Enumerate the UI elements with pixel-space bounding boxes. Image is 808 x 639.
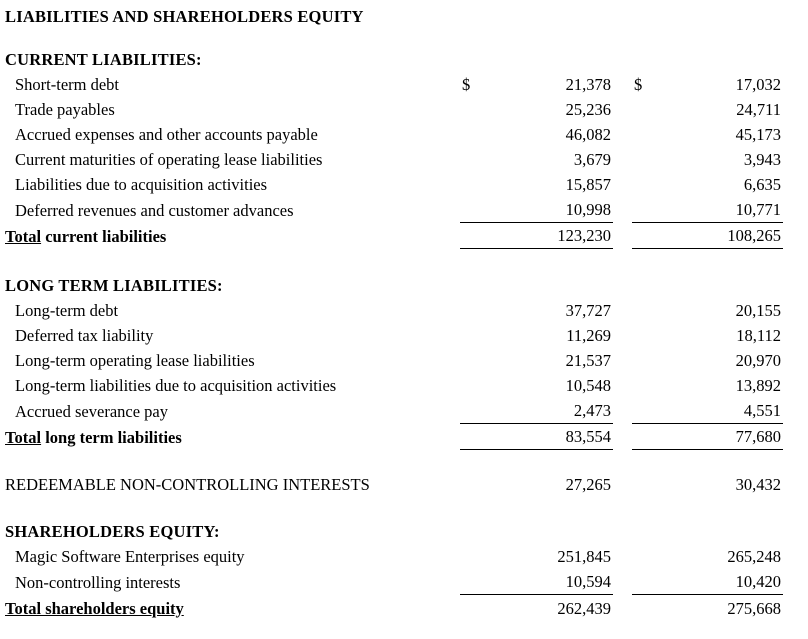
amount-col2 [632,147,783,172]
column-gap [613,424,632,450]
column-gap [613,122,632,147]
total-shareholders-equity-row [5,595,783,621]
amount-col2 [632,373,783,398]
amount-value: 10,420 [735,572,782,591]
amount-value: 3,679 [573,150,611,169]
amount-value: 15,857 [565,175,611,194]
amount-col1 [460,373,613,398]
amount-col2 [632,398,783,424]
table-row [5,97,783,122]
spacer [5,450,783,473]
amount-value: 3,943 [743,150,782,169]
amount-value: 21,537 [565,351,611,370]
table-row [5,323,783,348]
amount-value: 17,032 [735,75,782,94]
row-label: Trade payables [15,100,115,119]
amount-value: 77,680 [735,427,782,446]
amount-col2 [632,197,783,223]
row-label: Liabilities due to acquisition activities [15,175,268,194]
amount-col1 [460,544,613,569]
amount-value: 27,265 [565,475,611,494]
total-label: Total current liabilities [5,226,167,246]
amount-value: 6,635 [743,175,782,194]
redeemable-non-controlling-interests-row [5,472,783,497]
amount-col1 [460,595,613,621]
row-label: Deferred revenues and customer advances [15,200,294,220]
column-gap [613,298,632,323]
section-heading-shareholders-equity [5,519,783,544]
row-label: Accrued expenses and other accounts payable [15,125,318,144]
amount-col2 [632,569,783,595]
column-gap [613,323,632,348]
row-label: Deferred tax liability [15,326,154,345]
spacer [5,249,783,274]
column-gap [613,147,632,172]
amount-col2 [632,323,783,348]
table-row [5,298,783,323]
amount-value: 30,432 [735,475,782,494]
amount-value: 20,970 [735,351,782,370]
table-row [5,348,783,373]
amount-col2 [632,348,783,373]
page-title: LIABILITIES AND SHAREHOLDERS EQUITY [5,7,364,26]
amount-col2 [632,72,783,97]
amount-col2 [632,298,783,323]
amount-value: 265,248 [727,547,782,566]
amount-col2 [632,97,783,122]
section-heading-label: LONG TERM LIABILITIES: [5,276,223,295]
amount-value: 46,082 [565,125,611,144]
column-gap [613,398,632,424]
table-row [5,569,783,595]
amount-value: 37,727 [565,301,611,320]
amount-value: 83,554 [565,427,611,446]
row-label: Short-term debt [15,75,120,94]
amount-value: 13,892 [735,376,782,395]
amount-col1 [460,172,613,197]
amount-col2 [632,172,783,197]
amount-value: 11,269 [566,326,611,345]
row-label: Long-term liabilities due to acquisition activities [15,376,337,395]
section-heading-long-term-liabilities [5,273,783,298]
amount-value: 4,551 [743,401,782,420]
currency-symbol: $ [462,75,471,94]
amount-col1 [460,298,613,323]
section-heading-current-liabilities [5,47,783,72]
table-row [5,147,783,172]
amount-col2 [632,122,783,147]
amount-col2 [632,223,783,249]
total-label: Total long term liabilities [5,427,182,447]
amount-value: 45,173 [735,125,782,144]
amount-value: 262,439 [557,598,611,618]
row-label: Magic Software Enterprises equity [15,547,245,566]
row-label: Long-term debt [15,301,119,320]
amount-col1 [460,348,613,373]
amount-value: 24,711 [736,100,782,119]
amount-col2 [632,595,783,621]
table-row [5,398,783,424]
row-label: Long-term operating lease liabilities [15,351,255,370]
column-gap [613,97,632,122]
column-gap [613,595,632,621]
total-long-term-liabilities-row [5,424,783,450]
table-row [5,72,783,97]
amount-value: 10,548 [565,376,611,395]
amount-value: 21,378 [565,75,611,94]
table-row [5,373,783,398]
row-label: Current maturities of operating lease liabilities [15,150,323,169]
amount-value: 10,998 [565,200,611,219]
amount-col1 [460,97,613,122]
amount-col1 [460,122,613,147]
table-row [5,544,783,569]
amount-col1 [460,197,613,223]
column-gap [613,197,632,223]
row-label: Non-controlling interests [15,572,181,592]
currency-symbol: $ [634,75,643,94]
amount-value: 20,155 [735,301,782,320]
table-row [5,122,783,147]
amount-value: 251,845 [557,547,611,566]
column-gap [613,373,632,398]
row-label: Accrued severance pay [15,401,168,421]
column-gap [613,223,632,249]
spacer [5,29,808,47]
liabilities-equity-table [5,47,783,621]
column-gap [613,348,632,373]
amount-col1 [460,223,613,249]
column-gap [613,544,632,569]
amount-col1 [460,398,613,424]
column-gap [613,569,632,595]
amount-value: 18,112 [736,326,782,345]
total-label: Total shareholders equity [5,598,184,618]
amount-col2 [632,424,783,450]
section-heading-label: CURRENT LIABILITIES: [5,50,202,69]
amount-col1 [460,424,613,450]
amount-value: 275,668 [727,598,782,618]
amount-value: 25,236 [565,100,611,119]
amount-col1 [460,472,613,497]
column-gap [613,72,632,97]
amount-value: 10,771 [735,200,782,219]
amount-value: 123,230 [557,226,611,245]
amount-value: 2,473 [573,401,611,420]
table-row [5,172,783,197]
column-gap [613,472,632,497]
amount-col1 [460,569,613,595]
amount-value: 10,594 [565,572,611,591]
section-heading-label: SHAREHOLDERS EQUITY: [5,522,220,541]
amount-col1 [460,72,613,97]
amount-value: 108,265 [727,226,782,245]
amount-col2 [632,472,783,497]
amount-col1 [460,147,613,172]
row-label: REDEEMABLE NON-CONTROLLING INTERESTS [5,475,370,494]
spacer [5,497,783,519]
table-row [5,197,783,223]
total-current-liabilities-row [5,223,783,249]
amount-col1 [460,323,613,348]
amount-col2 [632,544,783,569]
column-gap [613,172,632,197]
